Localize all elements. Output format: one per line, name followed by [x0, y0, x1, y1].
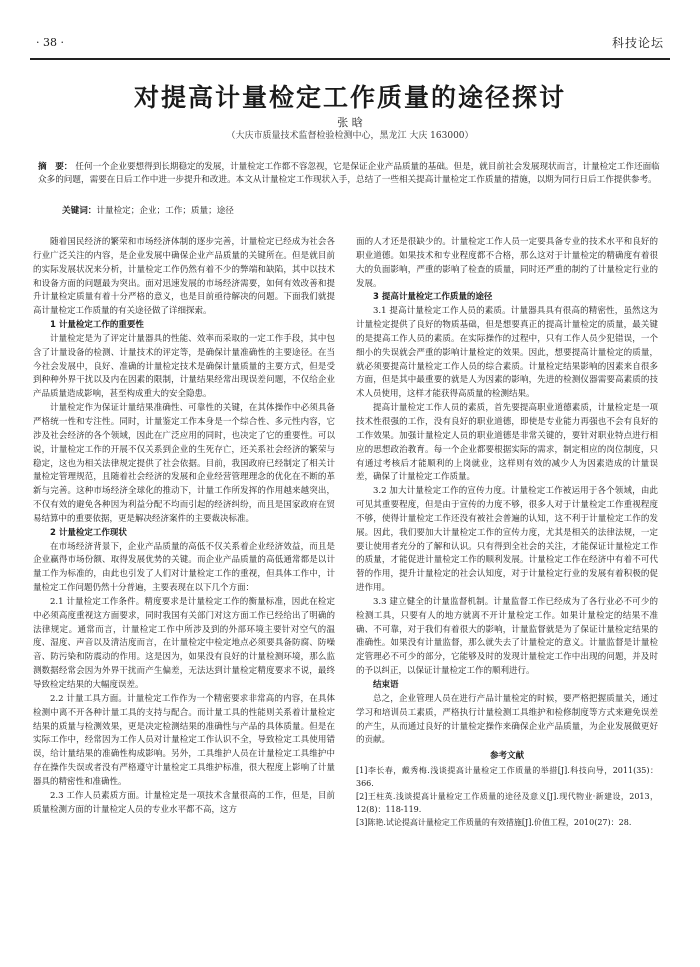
body-paragraph: 面的人才还是很缺少的。计量检定工作人员一定要具备专业的技术水平和良好的职业道德。如果技术和专业程度都不合格，那么这对于计量检定的精确度有着很大的负面影响，严重的影响了检查的质量，同时还严重的制约了计量检定行业的发展。	[356, 237, 658, 289]
section-label: 科技论坛	[611, 36, 664, 50]
body-paragraph: 3.1 提高计量检定工作人员的素质。计量器具具有很高的精密性，虽然这为计量检定提供了良好的物质基础，但是想要真正的提高计量检定的质量，最关键的是提高工作人员的素质。在实际操作的过程中，只有工作人员少犯错误，一个细小的失误就会严重的影响计量检定的效果。因此，想要提高计量检定的质量，就必须要提高计量检定工作人员的综合素质。计量检定结果影响的因素来自很多方面，但是其中最重要的就是人为因素的影响，先进的检测仪器需要高素质的技术人员使用，这样才能获得高质量的检测结果。	[356, 306, 658, 400]
conclusion-heading: 结束语	[373, 680, 399, 690]
body-paragraph: 2.2 计量工具方面。计量检定工作作为一个精密要求非常高的内容，在具体检测中离不开各种计量工具的支持与配合。而计量工具的性能则关系着计量检定结果的质量与检测效果，更是决定检测结果的准确性与产品的具体质量。但是在实际工作中，经常因为工作人员对计量检定工作认识不全，导致检定工具使用错误，给计量结果的准确性构成影响。另外，工具维护人员在计量检定工具维护中存在操作失误或者没有严格遵守计量检定工具维护标准，很大程度上影响了计量器具的精密性和准确性。	[33, 693, 335, 787]
abstract-label: 摘 要：	[38, 162, 73, 172]
reference-item: [2]王柱英.浅谈提高计量检定工作质量的途径及意义[J].现代物业·新建设，2013，12(8)：118-119.	[356, 792, 658, 815]
body-paragraph: 计量检定作为保证计量结果准确性、可靠性的关键，在其体操作中必须具备严格统一性和专注性。同时，计量鉴定工作本身是一个综合性、多元性内容，它涉及社会经济的各个领域，因此在广泛应用的同时，也决定了它的重要性。可以说，计量检定工作的开展不仅关系到企业的生死存亡，还关系社会经济的繁荣与稳定，这也为相关法律规定提供了社会依据。目前，我国政府已经制定了相关计量检定管理规范，且随着社会经济的发展和企业经营管理理念的优化在不断的革新与完善。这种市场经济全球化的推动下，计量工作所发挥的作用越来越突出，不仅有效的避免各种因为利益分配不均而引起的经济纠纷，而且是国家政府在贸易结算中的重要依据，更是解决经济案件的主要裁决标准。	[33, 403, 335, 524]
body-paragraph: 3.3 建立健全的计量监督机制。计量监督工作已经成为了各行业必不可少的检测工具，只要有人的地方就离不开计量检定工作。如果计量检定的结果不准确、不可靠，对于我们有着很大的影响，计量监督就是为了保证计量检定结果的准确性。如果没有计量监督，那么就失去了计量检定的意义。计量监督是计量检定管理必不可少的部分，它能够及时的发现计量检定工作中出现的问题，并及时的予以纠正，以保证计量检定工作的顺利进行。	[356, 596, 658, 677]
reference-item: [1]李长春，戴秀梅.浅谈提高计量检定工作质量的举措[J].科技向导，2011(35)：366.	[356, 766, 658, 789]
body-paragraph: 随着国民经济的繁荣和市场经济体制的逐步完善，计量检定已经成为社会各行业广泛关注的内容，是企业发展中确保企业产品质量的关键所在。但是就目前的实际发展状况来分析，计量检定工作仍然有着不少的弊端和缺陷，其中以技术和设备方面的问题最为突出。面对迅速发展的市场经济需要，如何有效改善和提升计量检定质量有着十分严格的意义，也是目前亟待解决的问题。下面我们就提高计量检定工作质量的有关途径做了详细探索。	[33, 237, 335, 317]
author: 张 晗	[337, 116, 363, 129]
keywords	[62, 204, 234, 216]
references-heading: 参考文献	[489, 751, 524, 762]
page-number: · 38 ·	[36, 36, 64, 49]
abstract	[38, 161, 664, 187]
body-paragraph: 2.3 工作人员素质方面。计量检定是一项技术含量很高的工作，但是，目前质量检测方面的计量检定人员的专业水平都不高，这方	[33, 790, 335, 815]
keywords-text: 计量检定；企业；工作；质量；途径	[96, 206, 234, 216]
section-heading: 3 提高计量检定工作质量的途径	[373, 292, 493, 303]
body-paragraph: 提高计量检定工作人员的素质，首先要提高职业道德素质，计量检定是一项技术性很强的工作，没有良好的职业道德，即使是专业能力再强也不会有良好的工作效果。加强计量检定人员的职业道德是非常关键的，要针对职业特点进行相应的思想政治教育。每一个企业都要根据实际的需求，制定相应的岗位制度，只有通过考核后才能顺利的上岗就业，这样则有效的减少人为因素造成的计量误差，确保了计量检定工作质量。	[356, 403, 658, 483]
body-paragraph: 在市场经济背景下，企业产品质量的高低不仅关系着企业经济效益，而且是企业赢得市场份额、取得发展优势的关键。而企业产品质量的高低通常都是以计量工作为标准的，由此也引发了人们对计量检定工作的重视，但具体工作中，计量检定工作问题仍然十分普遍，主要表现在以下几个方面：	[33, 541, 335, 594]
affiliation: （大庆市质量技术监督检验检测中心，黑龙江 大庆 163000）	[226, 131, 474, 141]
keywords-label: 关键词：	[62, 206, 97, 216]
section-heading: 2 计量检定工作现状	[50, 527, 127, 538]
header-rule	[30, 58, 670, 60]
body-paragraph: 总之，企业管理人员在进行产品计量检定的时候，要严格把握质量关，通过学习和培训员工素质，严格执行计量检测工具维护和检修制度等方式来避免误差的产生，从而通过良好的计量检定操作来确保企业产品质量，为企业发展做更好的贡献。	[356, 693, 658, 746]
right-column	[356, 236, 658, 829]
body-paragraph: 计量检定是为了评定计量器具的性能、效率而采取的一定工作手段，其中包含了计量设备的检测、计量技术的评定等，是确保计量准确性的主要途径。在当今社会发展中，良好、准确的计量检定技术是确保计量质量的主要方式，但是受到种种外界干扰以及内在因素的限制，计量结果经常出现误差问题，不仅给企业产品质量造成影响，甚至构成重大的安全隐患。	[33, 333, 335, 400]
abstract-text: 任何一个企业要想得到长期稳定的发展，计量检定工作都不容忽视，它是保证企业产品质量的基础。但是，就目前社会发展现状而言，计量检定工作还面临众多的问题，需要在日后工作中进一步提升和改进。本文从计量检定工作现状入手，总结了一些相关提高计量检定工作质量的措施，以期为同行日后工作提供参考。	[38, 162, 660, 185]
body-paragraph: 3.2 加大计量检定工作的宣传力度。计量检定工作被运用于各个领域，由此可见其重要程度，但是由于宣传的力度不够，很多人对于计量检定工作重视程度不够，使得计量检定工作还没有被社会普遍的认知，这不利于计量检定工作的发展。因此，我们要加大计量检定工作的宣传力度，尤其是相关的法律法规，一定要让使用者充分的了解和认识。只有得到全社会的关注，才能保证计量检定工作的质量，才能促进计量检定工作的顺利发展。计量检定工作在经济中有着不可代替的作用，提升计量检定的社会认知度，对于计量检定行业的发展有着积极的促进作用。	[356, 486, 658, 594]
left-column	[33, 236, 335, 817]
article-title: 对提高计量检定工作质量的途径探讨	[133, 83, 566, 112]
page-header	[30, 34, 670, 54]
reference-item: [3]陈艳.试论提高计量检定工作质量的有效措施[J].价值工程，2010(27)：28.	[356, 818, 632, 828]
section-heading: 1 计量检定工作的重要性	[50, 320, 144, 331]
body-paragraph: 2.1 计量检定工作条件。精度要求是计量检定工作的衡量标准，因此在检定中必须高度重视这方面要求，同时我国有关部门对这方面工作已经给出了明确的法律规定。通常而言，计量检定工作中所涉及到的外部环境主要针对空气的温度、湿度、声音以及清洁度而言，在计量检定中检定地点必须要具备防腐、防噪音、防污染和防震动的作用。这是因为，如果没有良好的计量检测环境，那么监测数据经常会因为外界干扰而产生偏差，无法达到计量检定精度要求不说，最终导致检定结果的大幅度误差。	[33, 596, 335, 690]
